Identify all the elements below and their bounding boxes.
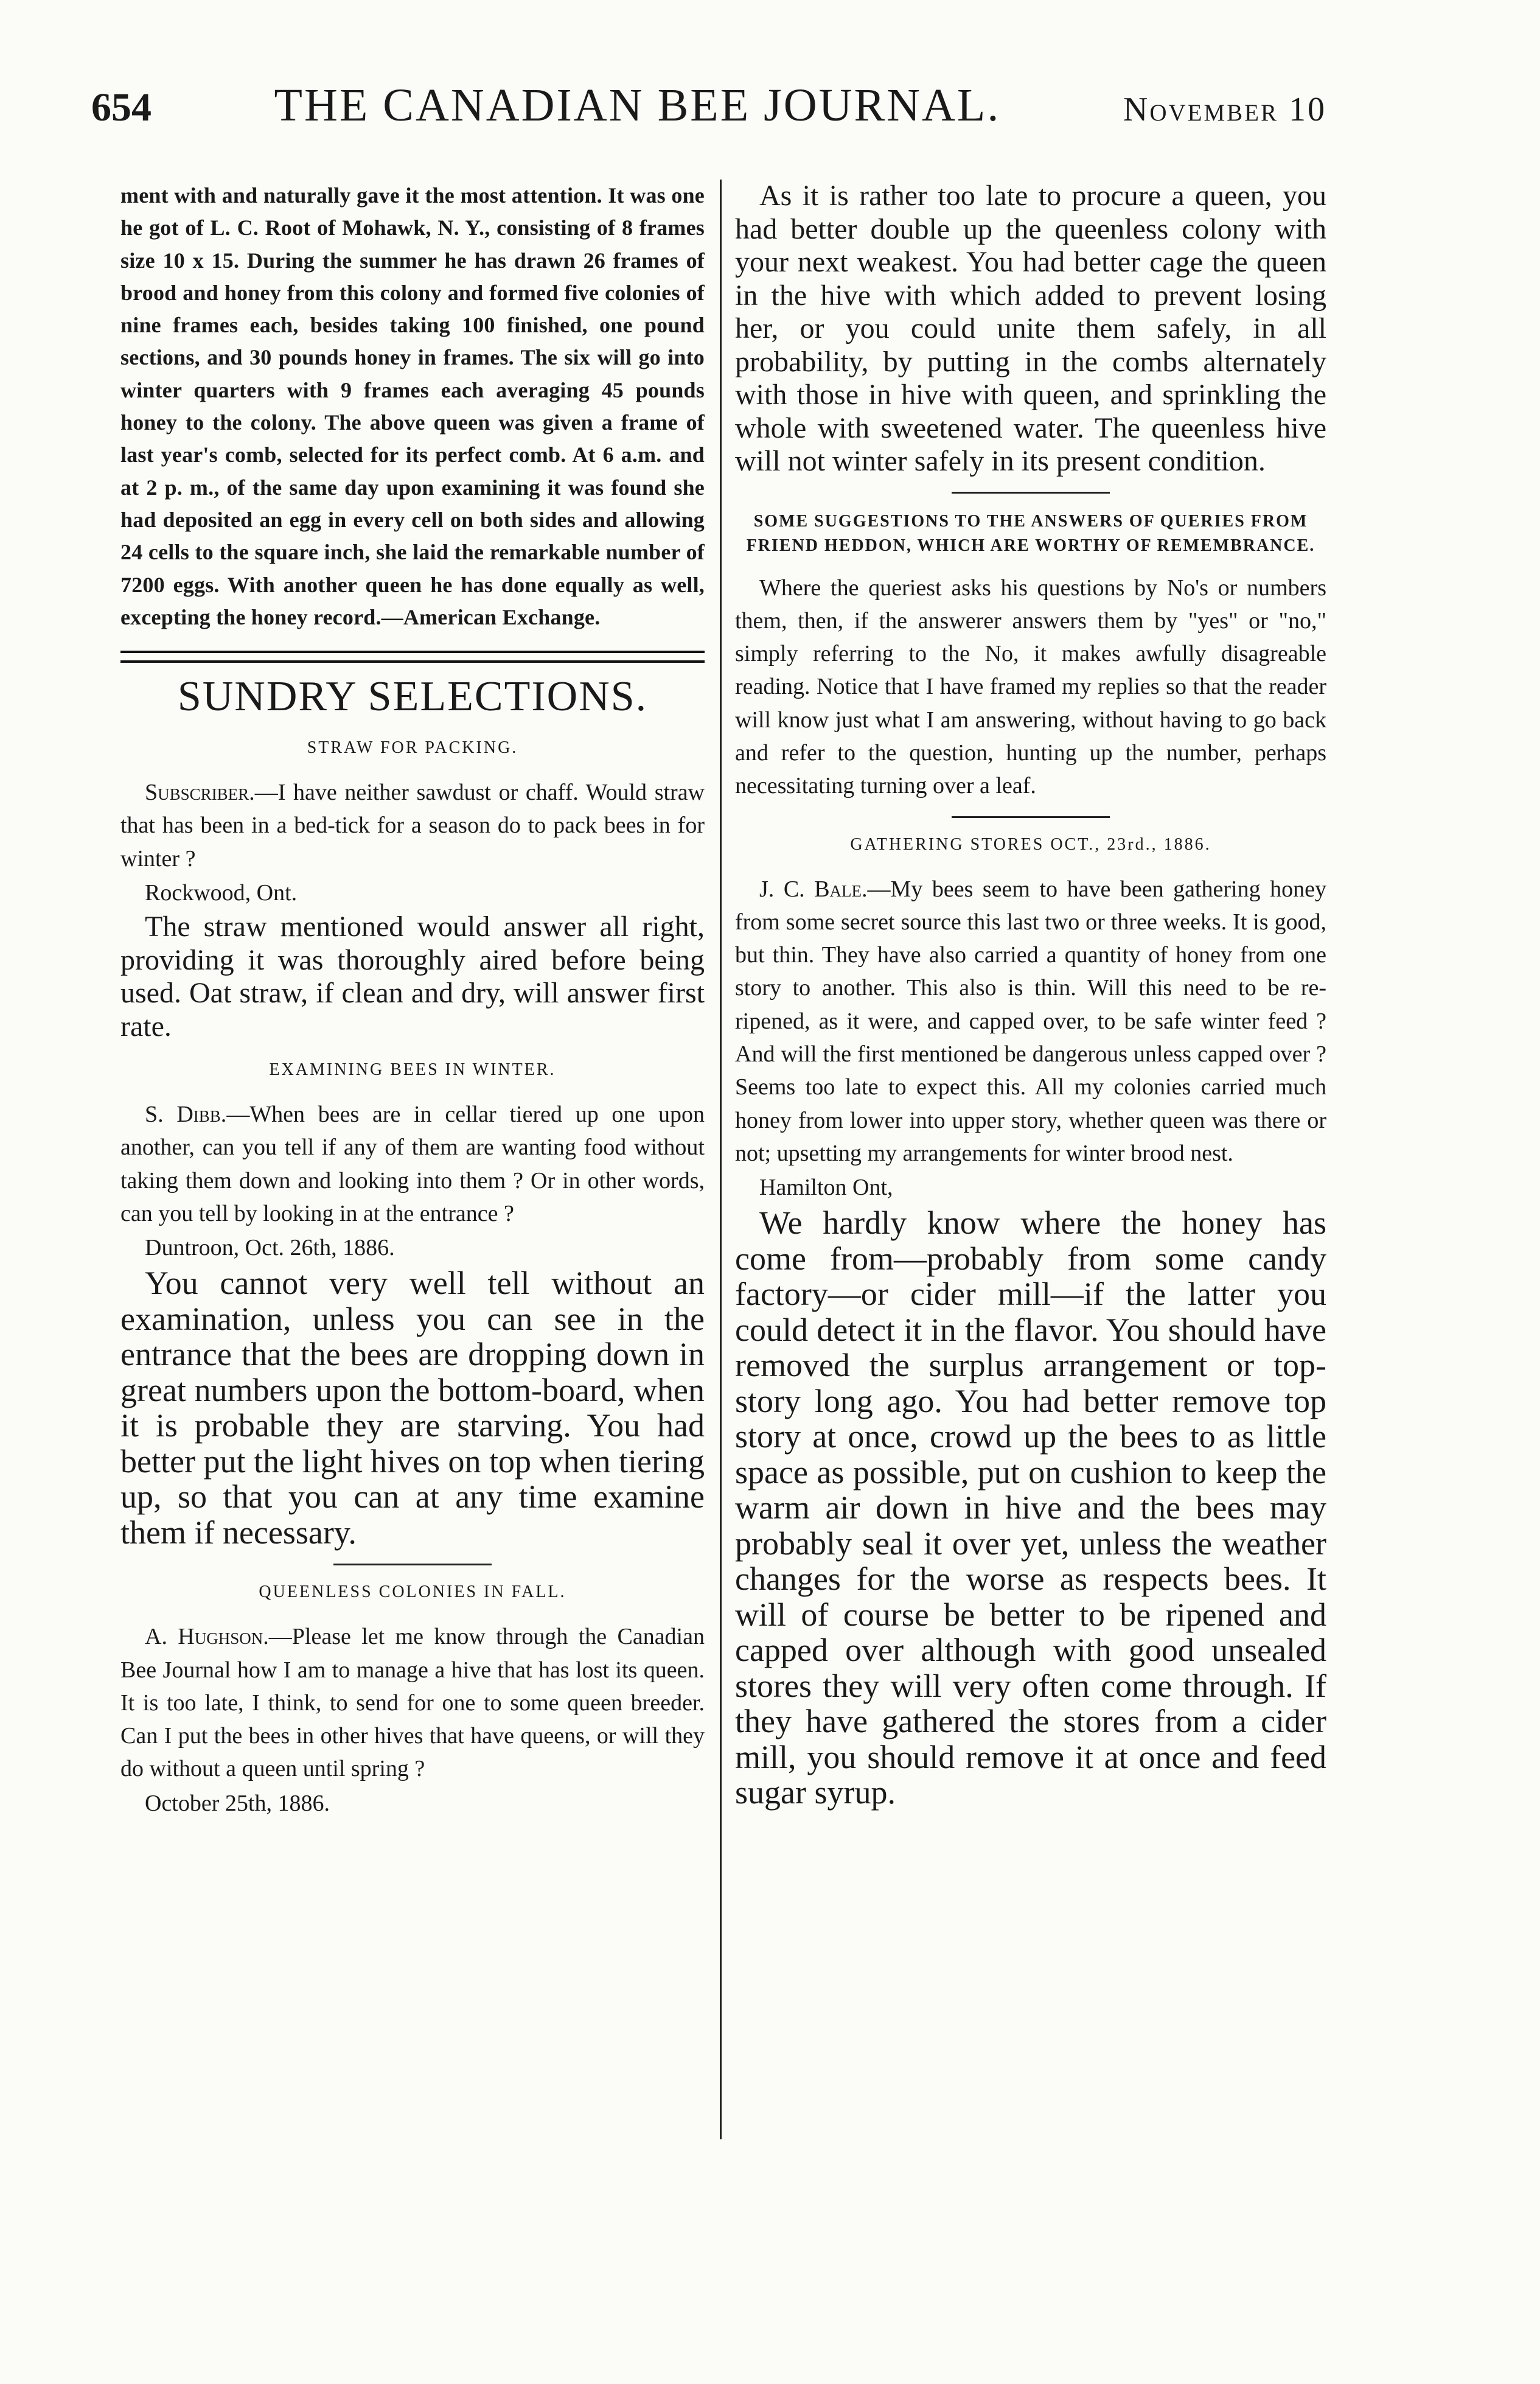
query-heading-gathering: GATHERING STORES OCT., 23rd., 1886. (850, 834, 1211, 854)
query-text: —When bees are in cellar tiered up one upon another, can you tell if any of them are wanting food without taking them down and looking into them ? Or in other words, can you tell by looking in at the entrance ? (120, 1102, 705, 1226)
query-queenless (120, 1620, 705, 1785)
divider-rule (952, 492, 1110, 494)
query-place: Hamilton Ont, (759, 1175, 893, 1201)
query-text: —My bees seem to have been gathering honey from some secret source this last two or three weeks. It is good, but thin. They have also carried a quantity of honey from one story to another. This also is thin. Will this need to be re-ripened, as it were, and capped over, to be safe winter feed ? And will the first mentioned be dangerous unless capped over ? Seems too late to expect this. All my colonies carried much honey from lower into upper story, whether queen was there or not; upsetting my arrangements for winter brood nest. (735, 876, 1326, 1166)
answer-queenless: As it is rather too late to procure a queen, you had better double up the queenless colony with your next weakest. You had better cage the queen in the hive with which added to prevent losing her, or you could unite them safely, in all probability, by putting in the combs alternately with those in hive with queen, and sprinkling the whole with sweetened water. The queenless hive will not winter safely in its present condition. (735, 180, 1326, 477)
issue-date: November 10 (1123, 91, 1326, 128)
left-column (120, 180, 705, 1821)
journal-title: THE CANADIAN BEE JOURNAL. (274, 80, 1001, 131)
intro-paragraph: ment with and naturally gave it the most attention. It was one he got of L. C. Root of Mohawk, N. Y., consisting of 8 frames size 10 x 15. During the summer he has drawn 26 frames of brood and honey from this colony and formed five colonies of nine frames each, besides taking 100 finished, one pound sections, and 30 pounds honey in frames. The six will go into winter quarters with 9 frames each averaging 45 pounds honey to the colony. The above queen was given a frame of last year's comb, selected for its perfect comb. At 6 a.m. and at 2 p. m., of the same day upon examining it was found she had deposited an egg in every cell on both sides and allowing 24 cells to the square inch, she laid the remarkable number of 7200 eggs. With another queen he has done equally as well, excepting the honey record.—American Exchange. (120, 183, 705, 629)
query-examining (120, 1098, 705, 1230)
right-column (735, 180, 1326, 1811)
heddon-heading: SOME SUGGESTIONS TO THE ANSWERS OF QUERIES FROM FRIEND HEDDON, WHICH ARE WORTHY OF REMEMBRANCE. (746, 511, 1315, 555)
answer-examining: You cannot very well tell without an examination, unless you can see in the entrance that the bees are dropping down in great numbers upon the bottom-board, when it is probable they are starving. You had better put the light hives on top when tiering up, so that you can at any time examine them if necessary. (120, 1265, 705, 1551)
query-text: —I have neither sawdust or chaff. Would straw that has been in a bed-tick for a season do to pack bees in for winter ? (120, 780, 705, 872)
query-author: Subscriber. (145, 780, 255, 806)
page-header (91, 79, 1326, 146)
query-heading-straw: STRAW FOR PACKING. (307, 738, 518, 758)
query-straw (120, 776, 705, 875)
answer-straw: The straw mentioned would answer all right, providing it was thoroughly aired before being used. Oat straw, if clean and dry, will answer first rate. (120, 911, 705, 1043)
divider-rule (952, 816, 1110, 818)
query-author: S. Dibb. (145, 1102, 227, 1128)
heddon-paragraph: Where the queriest asks his questions by No's or numbers them, then, if the answerer answers them by "yes" or "no," simply referring to the No, it makes awfully disagreable reading. Notice that I have framed my replies so that the reader will know just what I am answering, without having to go back and refer to the question, hunting up the number, perhaps necessitating turning over a leaf. (735, 575, 1326, 799)
query-author: A. Hughson. (145, 1624, 269, 1650)
query-place: Rockwood, Ont. (145, 880, 298, 906)
divider-rule (333, 1564, 492, 1565)
page-number: 654 (91, 85, 152, 130)
section-rule (120, 651, 705, 663)
query-heading-queenless: QUEENLESS COLONIES IN FALL. (259, 1582, 566, 1602)
column-divider (720, 180, 722, 2139)
query-place: October 25th, 1886. (145, 1790, 330, 1816)
query-heading-examining: EXAMINING BEES IN WINTER. (269, 1060, 556, 1080)
section-title: SUNDRY SELECTIONS. (177, 673, 648, 721)
query-author: J. C. Bale. (759, 876, 868, 902)
answer-gathering: We hardly know where the honey has come from—probably from some candy factory—or cider mill—if the latter you could detect it in the flavor. You should have removed the surplus arrangement or top-story long ago. You had better remove top story at once, crowd up the bees to as little space as possible, put on cushion to keep the warm air down in hive and the bees may probably seal it over yet, unless the weather changes for the worse as respects bees. It will of course be better to be ripened and capped over although with good unsealed stores they will very often come through. If they have gathered the stores from a cider mill, you should remove it at once and feed sugar syrup. (735, 1204, 1326, 1811)
query-gathering (735, 873, 1326, 1170)
query-place: Duntroon, Oct. 26th, 1886. (145, 1235, 395, 1261)
query-text: —Please let me know through the Canadian Bee Journal how I am to manage a hive that has lost its queen. It is too late, I think, to send for one to some queen breeder. Can I put the bees in other hives that have queens, or will they do without a queen until spring ? (120, 1624, 705, 1782)
